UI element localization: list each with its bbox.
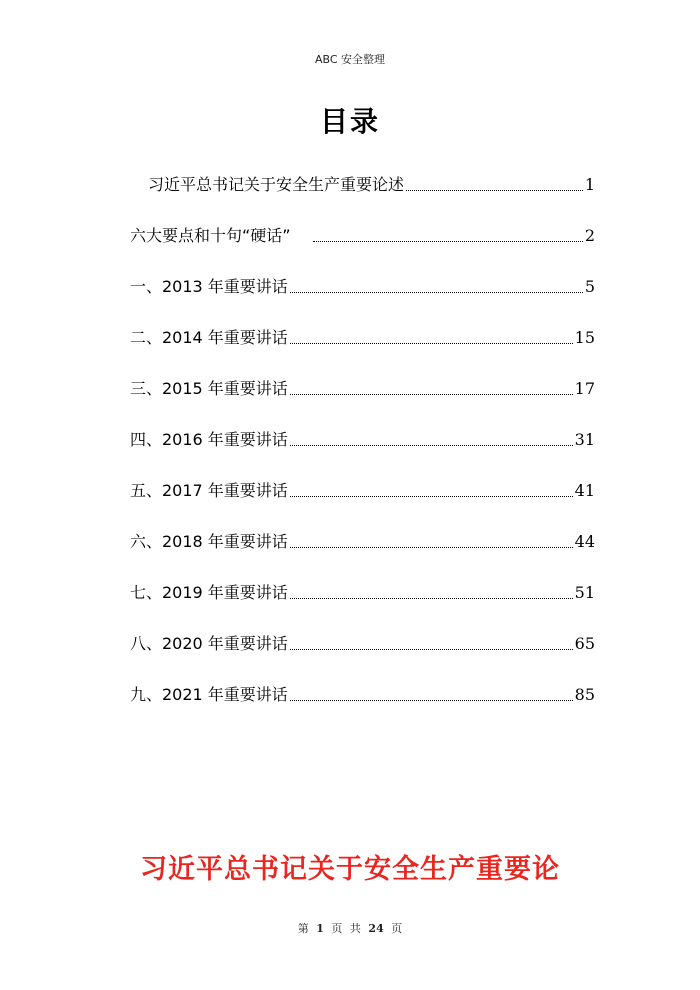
- toc-entry[interactable]: [130, 472, 595, 502]
- toc-entry-label: 六大要点和十句“硬话”: [130, 226, 291, 245]
- toc-entry[interactable]: [130, 217, 595, 247]
- toc-entry-page: 5: [584, 277, 595, 296]
- toc-entry-page: 41: [574, 481, 595, 500]
- toc-entry-label: 五、2017 年重要讲话: [130, 481, 288, 500]
- toc-entry[interactable]: [130, 523, 595, 553]
- toc-entry-page: 44: [574, 532, 595, 551]
- toc-entry-label: 八、2020 年重要讲话: [130, 634, 288, 653]
- toc-entry-label: 七、2019 年重要讲话: [130, 583, 288, 602]
- toc-dot-leader: [290, 342, 573, 344]
- toc-dot-leader: [290, 444, 573, 446]
- toc-entry-label: 习近平总书记关于安全生产重要论述: [148, 175, 405, 194]
- toc-dot-leader: [406, 189, 583, 191]
- toc-entry[interactable]: [130, 676, 595, 706]
- toc-entry-page: 31: [574, 430, 595, 449]
- footer-current-page: 1: [316, 922, 324, 935]
- section-heading: 习近平总书记关于安全生产重要论: [140, 854, 560, 885]
- toc-entry-label: 四、2016 年重要讲话: [130, 430, 288, 449]
- toc-entry[interactable]: [130, 370, 595, 400]
- footer-suffix: 页: [391, 922, 403, 935]
- footer-prefix: 第: [297, 922, 309, 935]
- toc-entry-page: 65: [574, 634, 595, 653]
- toc-entry[interactable]: [130, 574, 595, 604]
- toc-dot-leader: [313, 240, 583, 242]
- toc-title: 目录: [319, 105, 380, 138]
- footer-middle: 页 共: [331, 922, 361, 935]
- page-footer: [0, 920, 700, 936]
- toc-dot-leader: [290, 648, 573, 650]
- page-header: ABC 安全整理: [314, 53, 386, 66]
- toc-entry-page: 85: [574, 685, 595, 704]
- toc-entry[interactable]: [130, 319, 595, 349]
- toc-dot-leader: [290, 393, 573, 395]
- toc-entry-page: 15: [574, 328, 595, 347]
- toc-entry-label: 九、2021 年重要讲话: [130, 685, 288, 704]
- toc-dot-leader: [290, 291, 583, 293]
- toc-entry-page: 51: [574, 583, 595, 602]
- toc-entry[interactable]: [148, 166, 595, 196]
- toc-entry-label: 三、2015 年重要讲话: [130, 379, 288, 398]
- toc-entry-page: 17: [574, 379, 595, 398]
- toc-entry[interactable]: [130, 268, 595, 298]
- toc-entry[interactable]: [130, 625, 595, 655]
- toc-entry-page: 1: [584, 175, 595, 194]
- toc-dot-leader: [290, 495, 573, 497]
- toc-entry-label: 一、2013 年重要讲话: [130, 277, 288, 296]
- toc-entry-label: 二、2014 年重要讲话: [130, 328, 288, 347]
- toc-entry[interactable]: [130, 421, 595, 451]
- toc-entry-label: 六、2018 年重要讲话: [130, 532, 288, 551]
- toc-dot-leader: [290, 597, 573, 599]
- footer-total-pages: 24: [368, 922, 384, 935]
- toc-dot-leader: [290, 699, 573, 701]
- toc-dot-leader: [290, 546, 573, 548]
- toc-entry-page: 2: [584, 226, 595, 245]
